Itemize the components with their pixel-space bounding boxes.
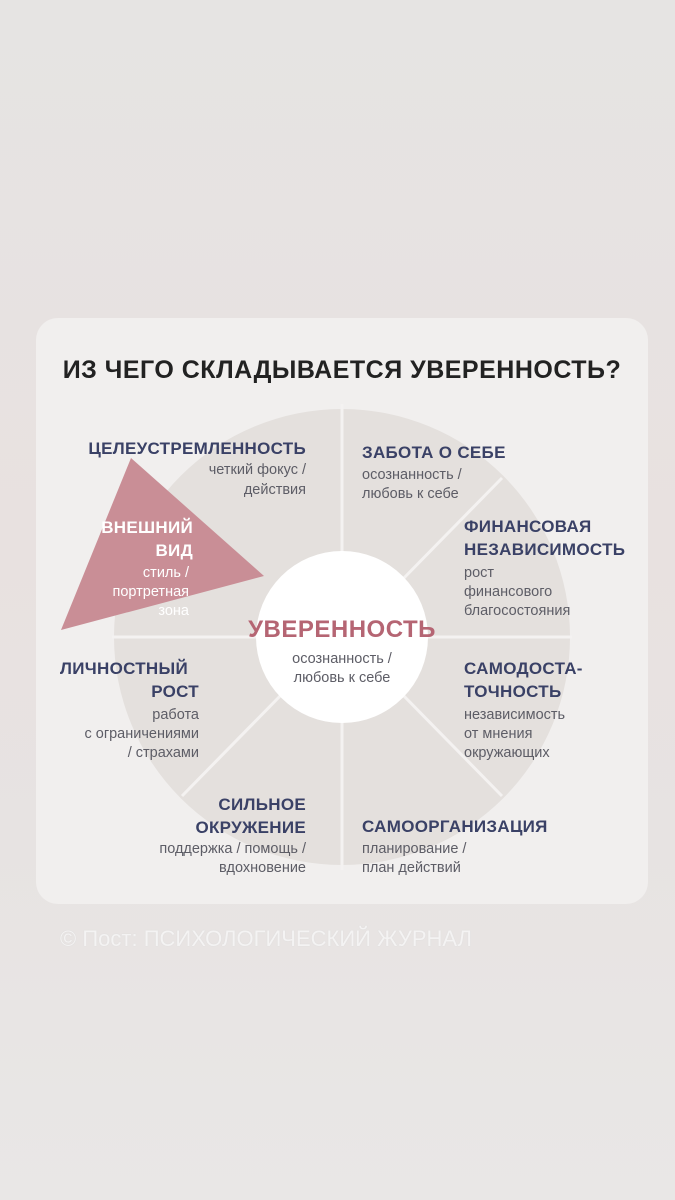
segment-sub-growth-1: работа [152, 707, 199, 723]
segment-title-purposefulness: ЦЕЛЕУСТРЕМЛЕННОСТЬ [88, 439, 306, 458]
copyright-icon: © [60, 926, 77, 951]
segment-sub-environment-1: поддержка / помощь / [159, 841, 306, 857]
segment-sub-purposefulness-2: действия [243, 482, 306, 498]
segment-sub-self-organization-2: план действий [362, 860, 461, 876]
segment-title-growth-2: РОСТ [151, 682, 199, 701]
segment-sub-self-sufficiency-1: независимость [464, 707, 566, 723]
segment-title-self-organization: САМООРГАНИЗАЦИЯ [362, 817, 548, 836]
segment-title-self-sufficiency-2: ТОЧНОСТЬ [464, 682, 562, 701]
segment-title-self-care: ЗАБОТА О СЕБЕ [362, 443, 506, 462]
segment-sub-appearance-1: стиль / [142, 565, 189, 581]
segment-title-growth-1: ЛИЧНОСТНЫЙ [60, 659, 188, 678]
segment-sub-financial-2: финансового [464, 584, 553, 600]
segment-sub-self-sufficiency-3: окружающих [464, 745, 550, 761]
segment-title-environment-2: ОКРУЖЕНИЕ [195, 818, 306, 837]
segment-sub-self-care-2: любовь к себе [362, 486, 459, 502]
segment-sub-appearance-2: портретная [112, 584, 189, 600]
post-credit [60, 926, 472, 952]
segment-sub-environment-2: вдохновение [219, 860, 306, 876]
segment-title-environment-1: СИЛЬНОЕ [218, 795, 306, 814]
page-title: ИЗ ЧЕГО СКЛАДЫВАЕТСЯ УВЕРЕННОСТЬ? [62, 356, 622, 384]
segment-title-appearance-2: ВИД [155, 541, 193, 560]
segment-title-appearance-1: ВНЕШНИЙ [101, 518, 193, 537]
center-subtitle-2: любовь к себе [293, 670, 391, 686]
center-title: УВЕРЕННОСТЬ [248, 616, 436, 643]
segment-sub-growth-3: / страхами [127, 745, 199, 761]
segment-sub-self-care-1: осознанность / [362, 467, 462, 483]
center-subtitle-1: осознанность / [292, 651, 392, 667]
segment-title-financial-2: НЕЗАВИСИМОСТЬ [464, 540, 626, 559]
segment-sub-appearance-3: зона [158, 603, 189, 619]
segment-title-self-sufficiency-1: САМОДОСТА- [464, 659, 583, 678]
segment-sub-financial-3: благосостояния [464, 603, 571, 619]
segment-title-financial-1: ФИНАНСОВАЯ [464, 517, 592, 536]
segment-sub-purposefulness-1: четкий фокус / [208, 462, 306, 478]
infographic-card [36, 318, 648, 904]
segment-sub-growth-2: с ограничениями [84, 726, 199, 742]
segment-sub-self-organization-1: планирование / [362, 841, 467, 857]
post-credit-text: Пост: ПСИХОЛОГИЧЕСКИЙ ЖУРНАЛ [82, 926, 472, 951]
segment-sub-financial-1: рост [464, 565, 495, 581]
segment-sub-self-sufficiency-2: от мнения [464, 726, 533, 742]
